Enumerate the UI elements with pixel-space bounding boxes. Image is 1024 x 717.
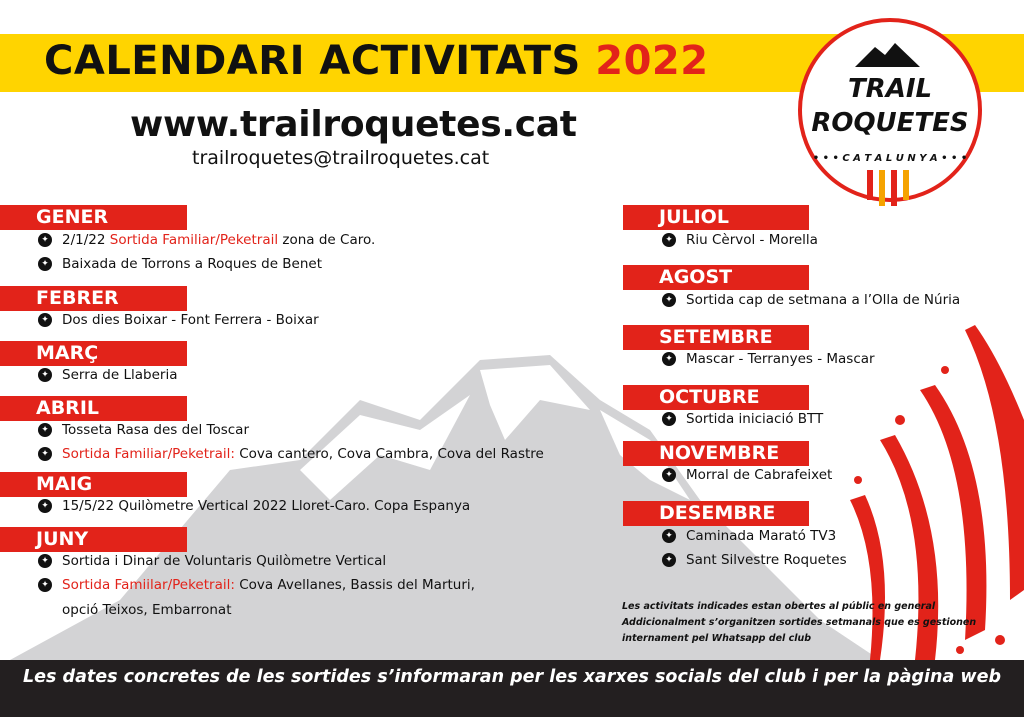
hiker-icon: ✦ [38,499,52,513]
note-line-3: internament pel Whatsapp del club [622,633,812,644]
logo-line1: TRAIL [847,74,933,104]
title-main: CALENDARI ACTIVITATS [44,38,581,84]
activity-item-continuation: opció Teixos, Embarronat [62,602,232,618]
month-header-desembre: DESEMBRE [623,501,809,526]
activity-item: ✦ Sortida i Dinar de Voluntaris Quilòmetre Vertical [38,551,386,571]
hiker-icon: ✦ [662,352,676,366]
activity-item: ✦ Tosseta Rasa des del Toscar [38,420,249,440]
activity-item: ✦ Sortida Famiilar/Peketrail: Cova Avellanes, Bassis del Marturi, [38,575,475,595]
hiker-icon: ✦ [38,313,52,327]
hiker-icon: ✦ [662,529,676,543]
month-header-abril: ABRIL [0,396,187,421]
note-line-1: Les activitats indicades estan obertes al públic en general [622,601,936,612]
contact-email[interactable]: trailroquetes@trailroquetes.cat [192,147,490,169]
logo-line3: • • • C A T A L U N Y A • • • [812,153,968,164]
month-header-juliol: JULIOL [623,205,809,230]
hiker-icon: ✦ [662,233,676,247]
hiker-icon: ✦ [662,553,676,567]
month-header-juny: JUNY [0,527,187,552]
activity-item: ✦ Sortida cap de setmana a l’Olla de Núria [662,290,960,310]
hiker-icon: ✦ [38,447,52,461]
activity-item: ✦ 2/1/22 Sortida Familiar/Peketrail zona de Caro. [38,230,375,250]
hiker-icon: ✦ [38,578,52,592]
month-header-novembre: NOVEMBRE [623,441,809,466]
hiker-icon: ✦ [38,257,52,271]
month-header-gener: GENER [0,205,187,230]
activity-item: ✦ Riu Cèrvol - Morella [662,230,818,250]
activity-item: ✦ Sant Silvestre Roquetes [662,550,847,570]
activity-item: ✦ Mascar - Terranyes - Mascar [662,349,875,369]
activity-item: ✦ Morral de Cabrafeixet [662,465,832,485]
activity-item: ✦ Sortida Familiar/Peketrail: Cova cantero, Cova Cambra, Cova del Rastre [38,444,544,464]
month-header-maig: MAIG [0,472,187,497]
activity-item: ✦ Serra de Llaberia [38,365,177,385]
hiker-icon: ✦ [662,412,676,426]
trail-roquetes-logo [795,15,985,215]
activity-item: ✦ Caminada Marató TV3 [662,526,836,546]
page-title [44,38,709,90]
month-header-marc: MARÇ [0,341,187,366]
footer-text: Les dates concretes de les sortides s’informaran per les xarxes socials del club i per la pàgina web [23,667,1001,687]
hiker-icon: ✦ [38,233,52,247]
title-year: 2022 [595,38,709,84]
note-line-2: Addicionalment s’organitzen sortides setmanals que es gestionen [622,617,977,628]
logo-line2: ROQUETES [811,108,969,138]
activity-item: ✦ Sortida iniciació BTT [662,409,823,429]
hiker-icon: ✦ [38,368,52,382]
hiker-icon: ✦ [662,468,676,482]
month-header-febrer: FEBRER [0,286,187,311]
activity-item: ✦ Baixada de Torrons a Roques de Benet [38,254,322,274]
website-url[interactable]: www.trailroquetes.cat [130,104,577,145]
hiker-icon: ✦ [38,423,52,437]
month-header-setembre: SETEMBRE [623,325,809,350]
hiker-icon: ✦ [662,293,676,307]
month-header-octubre: OCTUBRE [623,385,809,410]
activity-item: ✦ Dos dies Boixar - Font Ferrera - Boixar [38,310,319,330]
hiker-icon: ✦ [38,554,52,568]
month-header-agost: AGOST [623,265,809,290]
activity-item: ✦ 15/5/22 Quilòmetre Vertical 2022 Lloret-Caro. Copa Espanya [38,496,470,516]
